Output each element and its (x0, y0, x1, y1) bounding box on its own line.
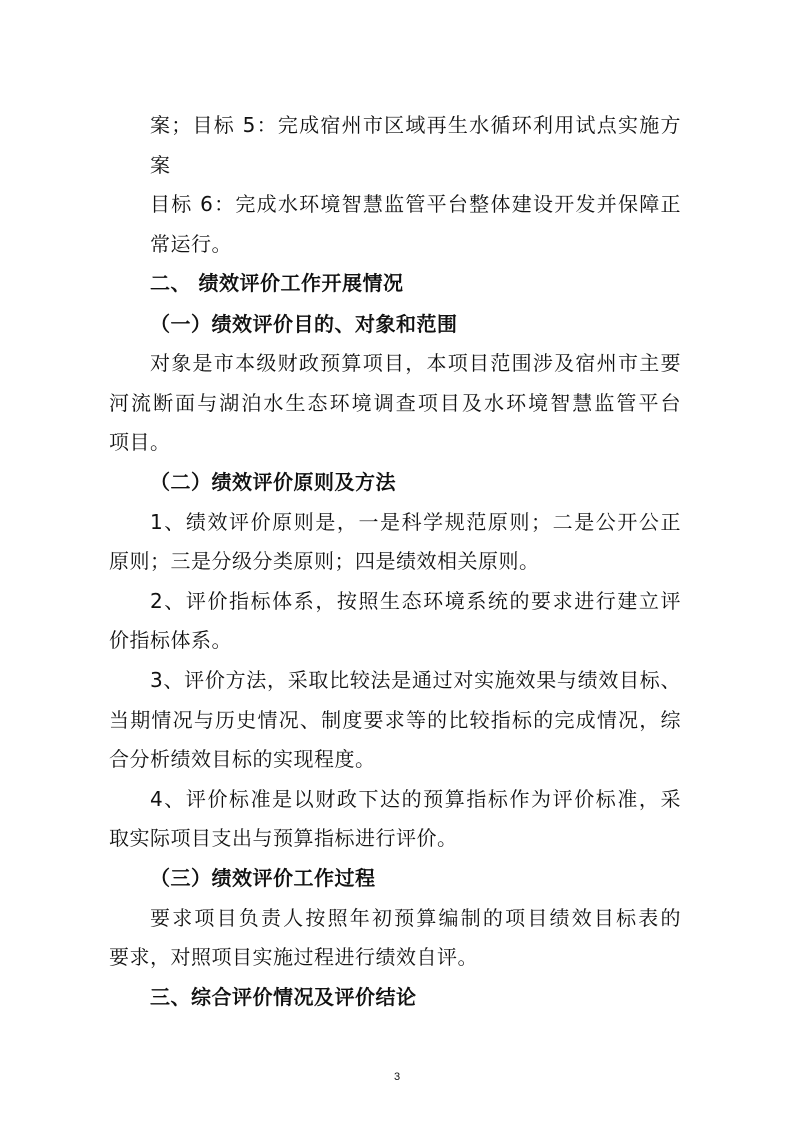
paragraph-line: 河流断面与湖泊水生态环境调查项目及水环境智慧监管平台 (109, 391, 681, 415)
paragraph-line: 原则；三是分级分类原则；四是绩效相关原则。 (109, 549, 540, 573)
paragraph-line: 要求项目负责人按照年初预算编制的项目绩效目标表的 (150, 906, 681, 930)
paragraph-line: 3、评价方法，采取比较法是通过对实施效果与绩效目标、 (150, 668, 681, 692)
paragraph-line: 当期情况与历史情况、制度要求等的比较指标的完成情况，综 (109, 708, 681, 732)
paragraph-line: 案 (150, 153, 171, 177)
paragraph-line: 案；目标 5：完成宿州市区域再生水循环利用试点实施方 (150, 113, 681, 137)
paragraph-line: 价指标体系。 (109, 628, 232, 652)
section-heading: 二、 绩效评价工作开展情况 (150, 271, 404, 295)
paragraph-line: 4、评价标准是以财政下达的预算指标作为评价标准，采 (150, 787, 681, 811)
page-number: 3 (393, 1071, 401, 1083)
paragraph-line: 要求，对照项目实施过程进行绩效自评。 (109, 945, 478, 969)
paragraph-line: 目标 6：完成水环境智慧监管平台整体建设开发并保障正 (150, 192, 681, 216)
paragraph-line: 取实际项目支出与预算指标进行评价。 (109, 826, 458, 850)
paragraph-line: 常运行。 (150, 232, 232, 256)
paragraph-line: 对象是市本级财政预算项目，本项目范围涉及宿州市主要 (150, 351, 681, 375)
section-heading: 三、综合评价情况及评价结论 (150, 985, 417, 1009)
paragraph-line: 项目。 (109, 430, 171, 454)
paragraph-line: 2、评价指标体系，按照生态环境系统的要求进行建立评 (150, 589, 681, 613)
paragraph-line: 1、绩效评价原则是，一是科学规范原则；二是公开公正 (150, 510, 681, 534)
subsection-heading: （一）绩效评价目的、对象和范围 (150, 312, 458, 336)
paragraph-line: 合分析绩效目标的实现程度。 (109, 747, 376, 771)
subsection-heading: （三）绩效评价工作过程 (150, 866, 376, 890)
subsection-heading: （二）绩效评价原则及方法 (150, 470, 396, 494)
